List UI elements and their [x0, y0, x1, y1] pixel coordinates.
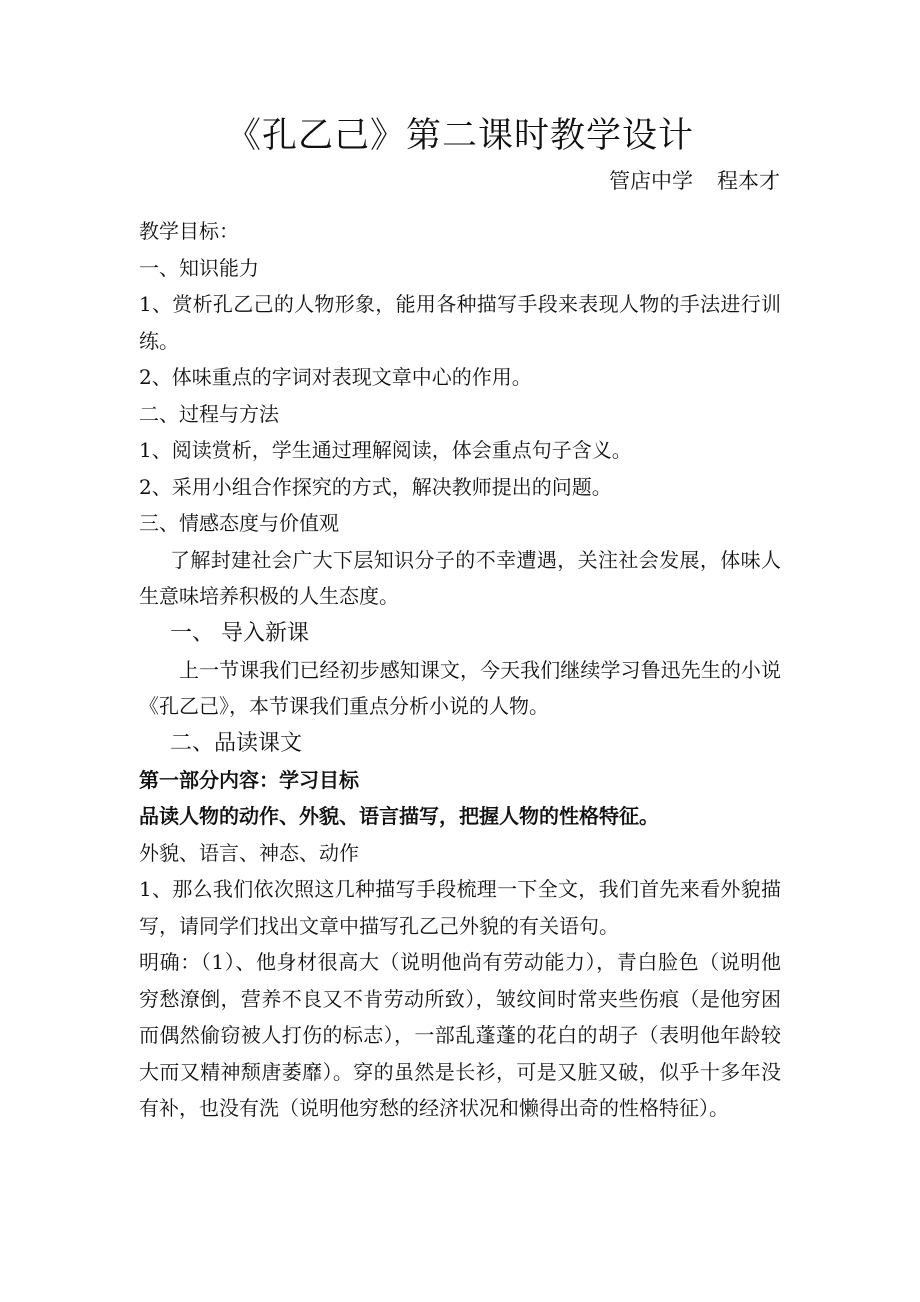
goal1-item2: 2、体味重点的字词对表现文章中心的作用。: [139, 365, 532, 389]
document-title: 《孔乙己》第二课时教学设计: [225, 116, 694, 156]
section1-heading: 一、 导入新课: [170, 620, 309, 646]
goal2-heading: 二、过程与方法: [139, 401, 279, 426]
goal2-item1: 1、阅读赏析，学生通过理解阅读，体会重点句子含义。: [139, 438, 632, 462]
goal3-text: 了解封建社会广大下层知识分子的不幸遭遇，关注社会发展，体味人生意味培养积极的人生态度。: [139, 547, 781, 608]
question-1: 1、那么我们依次照这几种描写手段梳理一下全文，我们首先来看外貌描写，请同学们找出文章中描写孔乙己外貌的有关语句。: [139, 877, 781, 938]
part1-heading: 第一部分内容：学习目标: [139, 767, 359, 792]
author-line: [609, 166, 780, 196]
document-body: [139, 213, 781, 1127]
goal2-item2: 2、采用小组合作探究的方式，解决教师提出的问题。: [139, 474, 612, 499]
goal1-item1: 1、赏析孔乙己的人物形象，能用各种描写手段来表现人物的手法进行训练。: [139, 292, 781, 353]
section2-heading: 二、品读课文: [170, 730, 303, 756]
goal1-heading: 一、知识能力: [139, 255, 259, 280]
author-school: 管店中学: [609, 169, 693, 193]
part1-goal: 品读人物的动作、外貌、语言描写，把握人物的性格特征。: [139, 804, 659, 828]
author-name: 程本才: [717, 169, 780, 193]
goals-heading: 教学目标：: [139, 219, 239, 243]
aspects-line: 外貌、语言、神态、动作: [139, 840, 359, 865]
goal3-heading: 三、情感态度与价值观: [139, 511, 339, 535]
section1-text: 上一节课我们已经初步感知课文，今天我们继续学习鲁迅先生的小说《孔乙己》，本节课我们重点分析小说的人物。: [139, 657, 781, 718]
answer-1: 明确：（1）、他身材很高大（说明他尚有劳动能力），青白脸色（说明他穷愁潦倒，营养不良又不肯劳动所致），皱纹间时常夹些伤痕（是他穷困而偶然偷窃被人打伤的标志），一部乱蓬蓬的花白的胡子（表明他年龄较大而又精神颓唐萎靡）。穿的虽然是长衫，可是又脏又破，似乎十多年没有补，也没有洗（说明他穷愁的经济状况和懒得出奇的性格特征）。: [139, 950, 781, 1120]
